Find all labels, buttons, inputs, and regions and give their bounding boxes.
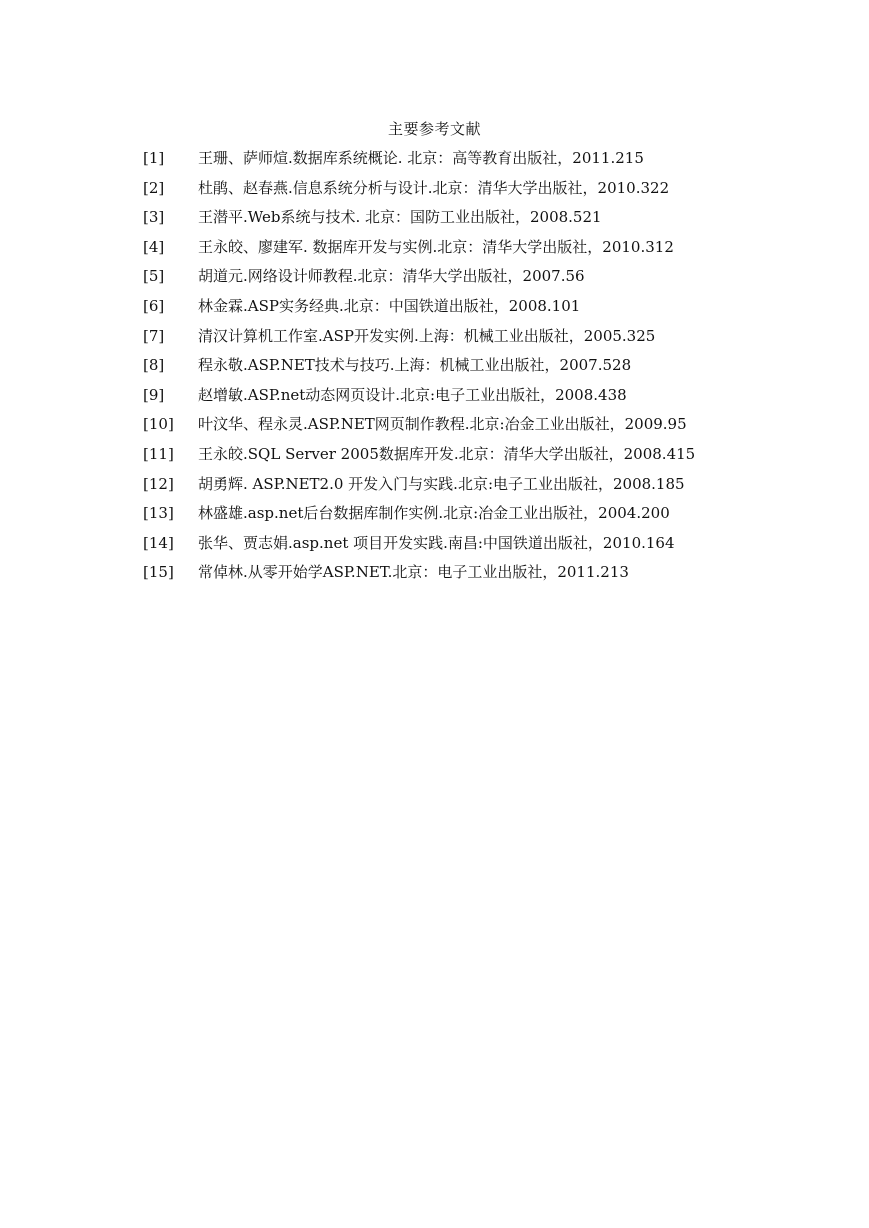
reference-text: 赵增敏.ASP.net动态网页设计.北京:电子工业出版社，2008.438	[198, 385, 627, 404]
reference-item	[143, 473, 743, 503]
reference-item	[143, 561, 743, 591]
reference-number: [1]	[143, 149, 165, 167]
page-title: 主要参考文献	[387, 120, 481, 138]
reference-number: [15]	[143, 563, 174, 582]
reference-item	[143, 413, 743, 443]
reference-item	[143, 295, 743, 325]
reference-item	[143, 265, 743, 295]
reference-text: 叶汶华、程永灵.ASP.NET网页制作教程.北京:冶金工业出版社，2009.95	[198, 415, 687, 434]
reference-text: 王珊、萨师煊.数据库系统概论. 北京：高等教育出版社，2011.215	[198, 149, 644, 167]
reference-item	[143, 532, 743, 562]
reference-text: 杜鹃、赵春燕.信息系统分析与设计.北京：清华大学出版社，2010.322	[198, 178, 670, 197]
reference-number: [2]	[143, 178, 165, 197]
reference-item	[143, 443, 743, 473]
reference-item	[143, 354, 743, 384]
reference-text: 林盛雄.asp.net后台数据库制作实例.北京:冶金工业出版社，2004.200	[198, 504, 670, 523]
reference-text: 林金霖.ASP实务经典.北京：中国铁道出版社，2008.101	[198, 296, 581, 315]
reference-number: [6]	[143, 296, 165, 315]
reference-text: 清汉计算机工作室.ASP开发实例.上海：机械工业出版社，2005.325	[198, 326, 656, 345]
reference-number: [12]	[143, 474, 174, 493]
reference-number: [3]	[143, 208, 165, 227]
reference-item	[143, 384, 743, 414]
reference-item	[143, 502, 743, 532]
reference-number: [13]	[143, 504, 174, 523]
reference-item	[143, 177, 743, 207]
reference-text: 常倬林.从零开始学ASP.NET.北京：电子工业出版社，2011.213	[198, 563, 629, 582]
reference-text: 王潜平.Web系统与技术. 北京：国防工业出版社，2008.521	[198, 208, 602, 227]
reference-text: 程永敬.ASP.NET技术与技巧.上海：机械工业出版社，2007.528	[198, 356, 632, 375]
reference-list	[143, 147, 743, 591]
reference-item	[143, 325, 743, 355]
reference-item	[143, 236, 743, 266]
reference-text: 胡道元.网络设计师教程.北京：清华大学出版社，2007.56	[198, 267, 585, 286]
reference-text: 王永皎.SQL Server 2005数据库开发.北京：清华大学出版社，2008.415	[198, 444, 696, 463]
reference-item	[143, 147, 743, 177]
reference-number: [7]	[143, 326, 165, 345]
reference-number: [8]	[143, 356, 165, 375]
reference-number: [5]	[143, 267, 165, 286]
reference-text: 张华、贾志娟.asp.net 项目开发实践.南昌:中国铁道出版社，2010.164	[198, 533, 675, 552]
reference-number: [10]	[143, 415, 174, 434]
reference-number: [11]	[143, 444, 174, 463]
reference-number: [14]	[143, 533, 174, 552]
reference-number: [9]	[143, 385, 165, 404]
reference-text: 王永皎、廖建军. 数据库开发与实例.北京：清华大学出版社，2010.312	[198, 237, 674, 256]
reference-item	[143, 206, 743, 236]
reference-text: 胡勇辉. ASP.NET2.0 开发入门与实践.北京:电子工业出版社，2008.185	[198, 474, 685, 493]
reference-number: [4]	[143, 237, 165, 256]
